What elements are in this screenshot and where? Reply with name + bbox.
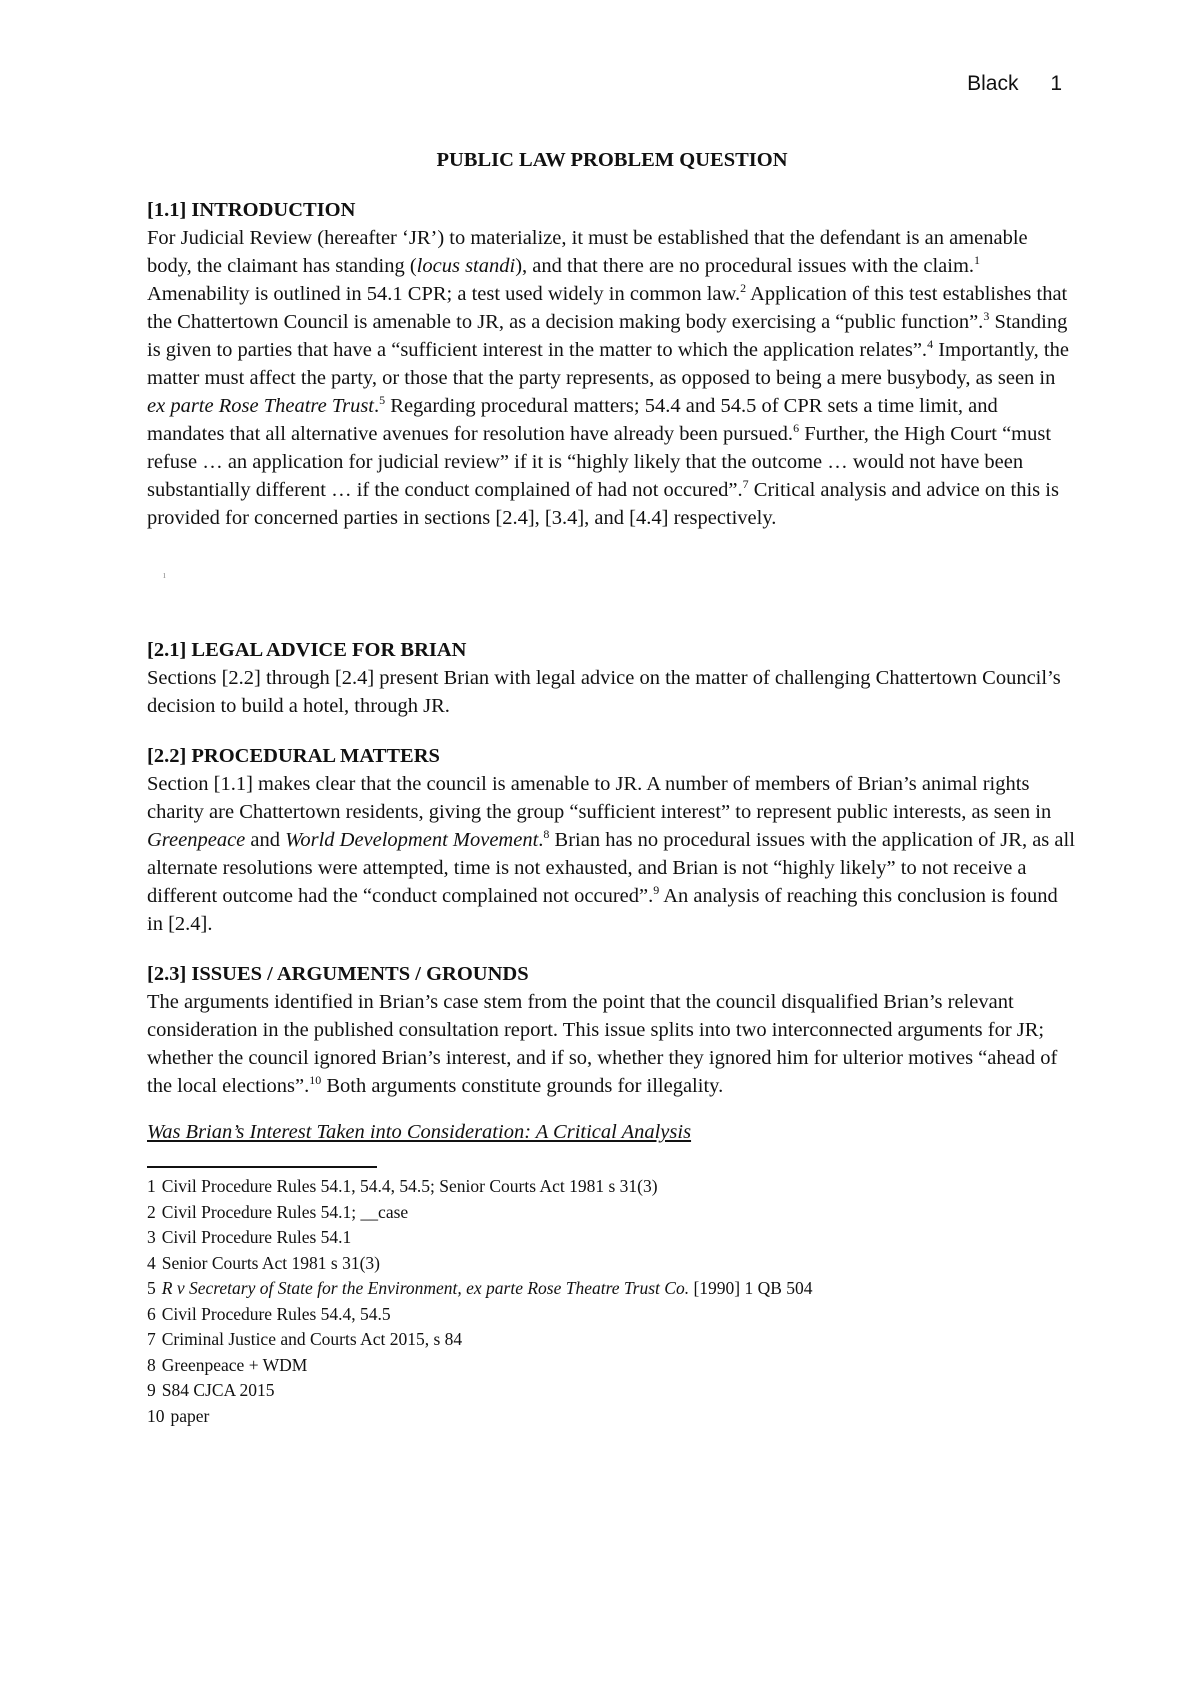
footnote: 10 paper bbox=[147, 1405, 210, 1426]
footnote-ref[interactable]: 2 bbox=[740, 281, 747, 295]
footnote: 6 Civil Procedure Rules 54.4, 54.5 bbox=[147, 1303, 391, 1324]
footnote-separator bbox=[147, 1166, 377, 1168]
footnotes bbox=[147, 1174, 1077, 1429]
section-issues bbox=[147, 960, 1077, 1146]
footnote-ref[interactable]: 7 bbox=[742, 477, 749, 491]
page-header bbox=[941, 72, 1062, 96]
footnote: 1 Civil Procedure Rules 54.1, 54.4, 54.5; Senior Courts Act 1981 s 31(3) bbox=[147, 1176, 658, 1196]
footnote: 2 Civil Procedure Rules 54.1; __case bbox=[147, 1201, 409, 1222]
header-page-number: 1 bbox=[1050, 72, 1062, 95]
section-legal-advice bbox=[147, 636, 1077, 720]
footnote-ref[interactable]: 5 bbox=[379, 393, 386, 407]
section-paragraph: The arguments identified in Brian’s case stem from the point that the council disqualified Brian’s relevant consideration in the published consultation report. This issue splits into two interconnected arguments for JR; whether the council ignored Brian’s interest, and if so, whether they ignored him for ulterior motives “ahead of the local elections”.$^{10}$ Both arguments constitute grounds for illegality. bbox=[147, 991, 1058, 1097]
footnote-ref[interactable]: 6 bbox=[793, 421, 800, 435]
footnote-ref[interactable]: 3 bbox=[983, 309, 990, 323]
section-heading: [1.1] INTRODUCTION bbox=[147, 199, 356, 221]
document-body bbox=[147, 146, 1077, 1429]
footnote: 4 Senior Courts Act 1981 s 31(3) bbox=[147, 1252, 381, 1273]
footnote-ref[interactable]: 10 bbox=[309, 1073, 322, 1087]
section-heading: [2.3] ISSUES / ARGUMENTS / GROUNDS bbox=[147, 963, 529, 985]
footnote: 8 Greenpeace + WDM bbox=[147, 1354, 308, 1375]
section-paragraph: Sections [2.2] through [2.4] present Brian with legal advice on the matter of challenging Chattertown Council’s decision to build a hotel, through JR. bbox=[147, 667, 1061, 717]
section-heading: [2.1] LEGAL ADVICE FOR BRIAN bbox=[147, 639, 467, 661]
footnote: 7 Criminal Justice and Courts Act 2015, s 84 bbox=[147, 1329, 463, 1349]
footnote-ref[interactable]: 4 bbox=[927, 337, 934, 351]
footnote: 5 R v Secretary of State for the Environment, ex parte Rose Theatre Trust Co. [1990] 1 QB 504 bbox=[147, 1278, 813, 1298]
footnote-ref[interactable]: 8 bbox=[543, 827, 550, 841]
section-paragraph: For Judicial Review (hereafter ‘JR’) to materialize, it must be established that the defendant is an amenable body, the claimant has standing (locus standi), and that there are no procedural issues with the claim.$^1$ Amenability is outlined in 54.1 CPR; a test used widely in common law.$^2$ Application of this test establishes that the Chattertown Council is amenable to JR, as a decision making body exercising a “public function”.$^3$ Standing is given to parties that have a “sufficient interest in the matter to which the application relates”.$^4$ Importantly, the matter must affect the party, or those that the party represents, as opposed to being a mere busybody, as seen in ex parte Rose Theatre Trust.$^5$ Regarding procedural matters; 54.4 and 54.5 of CPR sets a time limit, and mandates that all alternative avenues for resolution have already been pursued.$^6$ Further, the High Court “must refuse … an application for judicial review” if it is “highly likely that the outcome … would not have been substantially different … if the conduct complained of had not occured”.$^7$ Critical analysis and advice on this is provided for concerned parties in sections [2.4], [3.4], and [4.4] respectively. bbox=[147, 227, 1069, 529]
section-paragraph: Section [1.1] makes clear that the council is amenable to JR. A number of members of Brian’s animal rights charity are Chattertown residents, giving the group “sufficient interest” to represent public interests, as seen in Greenpeace and World Development Movement.$^8$ Brian has no procedural issues with the application of JR, as all alternate resolutions were attempted, time is not exhausted, and Brian is not “highly likely” to not receive a different outcome had the “conduct complained not occured”.$^9$ An analysis of reaching this conclusion is found in [2.4]. bbox=[147, 773, 1075, 935]
subheading: Was Brian’s Interest Taken into Consideration: A Critical Analysis bbox=[147, 1121, 692, 1143]
section-introduction bbox=[147, 196, 1077, 532]
footnote-ref[interactable]: 9 bbox=[653, 883, 660, 897]
margin-mark: ı bbox=[163, 570, 166, 581]
footnote: 9 S84 CJCA 2015 bbox=[147, 1380, 275, 1400]
footnote-ref[interactable]: 1 bbox=[974, 253, 981, 267]
section-heading: [2.2] PROCEDURAL MATTERS bbox=[147, 745, 440, 767]
document-title: PUBLIC LAW PROBLEM QUESTION bbox=[436, 149, 788, 171]
footnote: 3 Civil Procedure Rules 54.1 bbox=[147, 1227, 352, 1247]
section-procedural-matters bbox=[147, 742, 1077, 938]
header-author: Black bbox=[967, 72, 1019, 95]
